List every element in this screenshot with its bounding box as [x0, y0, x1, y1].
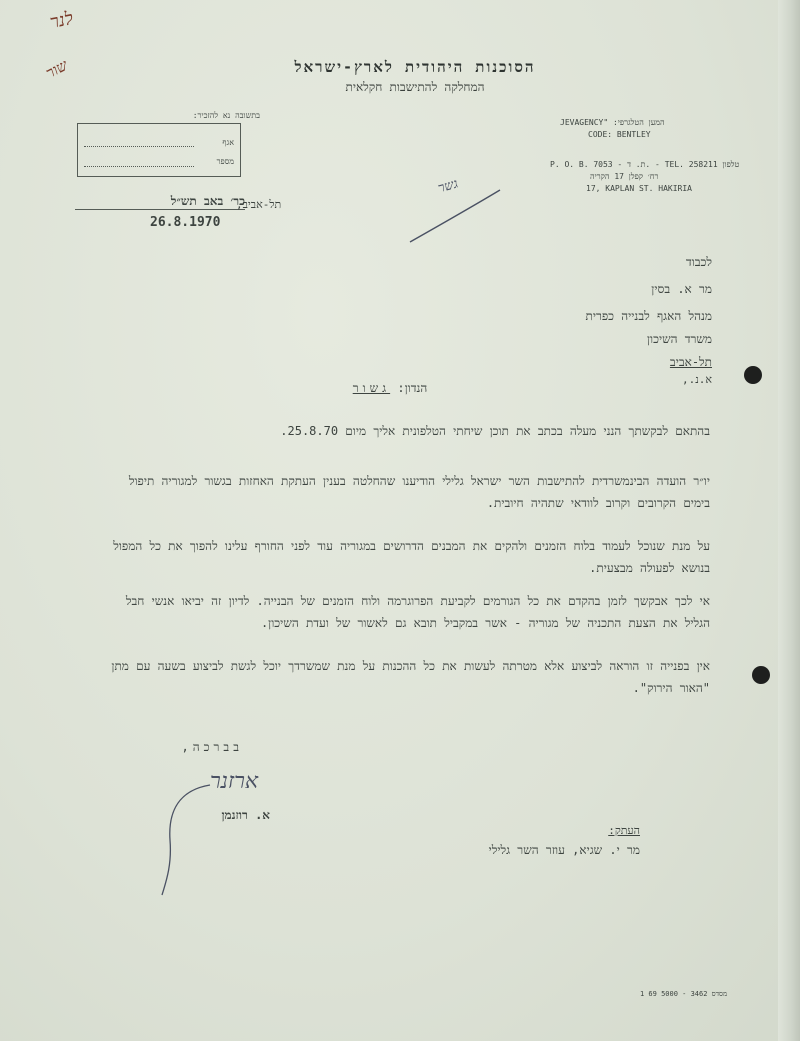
body-paragraph-2: יו״ר הועדה הבינמשרדית להתישבות השר ישראל גלילי הודיענו שהחלטה בענין העתקת האחזות בגשור למגוריה תיפול בימים הקרובים וקרוב לוודאי שתהיה חיובית.: [128, 474, 710, 510]
subject-label: הנדון:: [397, 381, 428, 395]
reply-field-1-label: אגף: [222, 138, 234, 147]
handwritten-signature: ארזנר: [210, 769, 259, 794]
handwritten-note-1: לנר: [48, 7, 76, 34]
letter-date: 26.8.1970: [150, 215, 221, 230]
greeting: א.נ.,: [681, 373, 712, 386]
recipient-city: תל-אביב: [669, 355, 712, 369]
reply-field-2-line: [84, 166, 194, 167]
handwritten-stamp: גשר: [436, 176, 460, 197]
telegraphic-address: JEVAGENCY" :המען הטלגרפי: [560, 118, 665, 127]
reply-reference-box: [77, 123, 241, 177]
reply-box-label: בתשובה נא להזכיר:: [192, 111, 260, 120]
recipient-honorific: לכבוד: [685, 255, 712, 269]
reply-field-1-line: [84, 146, 194, 147]
punch-hole-lower: [752, 666, 770, 684]
closing: בברכה,: [181, 740, 243, 754]
body-paragraph-4: אי לכך אבקשך לזמן בהקדם את כל הגורמים לקביעת הפרוגרמה ולוח הזמנים של הבנייה. לדיון זה יביאו אנשי חבל הגליל את הצעת התכניה של מגוריה - אשר במקביל תובא גם לאשור של ועדת השיכון.: [125, 594, 710, 630]
reply-field-2-label: מספר: [216, 157, 234, 166]
signer-name: א. רוזנמן: [221, 808, 270, 822]
recipient-office: משרד השיכון: [646, 332, 712, 346]
date-city: תל-אביב,: [236, 198, 282, 211]
body-paragraph-3: על מנת שנוכל לעמוד בלוח הזמנים ולהקים את המבנים הדרושים במגוריה עוד לפני החורף עלינו להפוך את כל המפול בנושא לפעולה מבצעית.: [113, 539, 710, 575]
body-paragraph-1: בהתאם לבקשתך הנני מעלה בכתב את תוכן שיחתי הטלפונית אליך מיום 25.8.70.: [280, 424, 710, 438]
page-edge: [778, 0, 800, 1041]
form-code: 1 69 5000 - 3462 מסדס: [640, 990, 728, 998]
cc-label: העתק:: [608, 824, 640, 837]
recipient-name: מר א. בסין: [651, 282, 712, 296]
cc-recipient: מר י. שגיא, עוזר השר גלילי: [488, 843, 640, 857]
body-paragraph-5: אין בפנייה זו הוראה לביצוע אלא מטרתה לעשות את כל ההכנות על מנת שמשרדך יוכל לגשת לביצוע בשעה עם מתן "האור הירוק".: [111, 659, 710, 695]
hebrew-date: כר׳ באב תש״ל: [75, 194, 245, 210]
stamp-stroke: [405, 180, 515, 250]
letterhead-department: המחלקה להתישבות חקלאית: [345, 80, 485, 94]
address-english: 17, KAPLAN ST. HAKIRIA: [586, 184, 692, 193]
subject-line: [300, 381, 480, 396]
telegraphic-code: CODE: BENTLEY: [588, 130, 651, 139]
recipient-title: מנהל האגף לבנייה כפרית: [585, 309, 712, 323]
letterhead-organization: הסוכנות היהודית לארץ-ישראל: [294, 58, 536, 76]
subject-value: גשור: [352, 381, 391, 395]
address-hebrew: רח׳ קפלן 17 הקריה: [590, 172, 659, 181]
handwritten-note-2: שור: [42, 55, 71, 83]
signature-stroke: [150, 770, 270, 900]
pob-telephone: P. O. B. 7053 - ת. ד. - TEL. 258211 טלפון: [550, 160, 740, 169]
punch-hole-upper: [744, 366, 762, 384]
